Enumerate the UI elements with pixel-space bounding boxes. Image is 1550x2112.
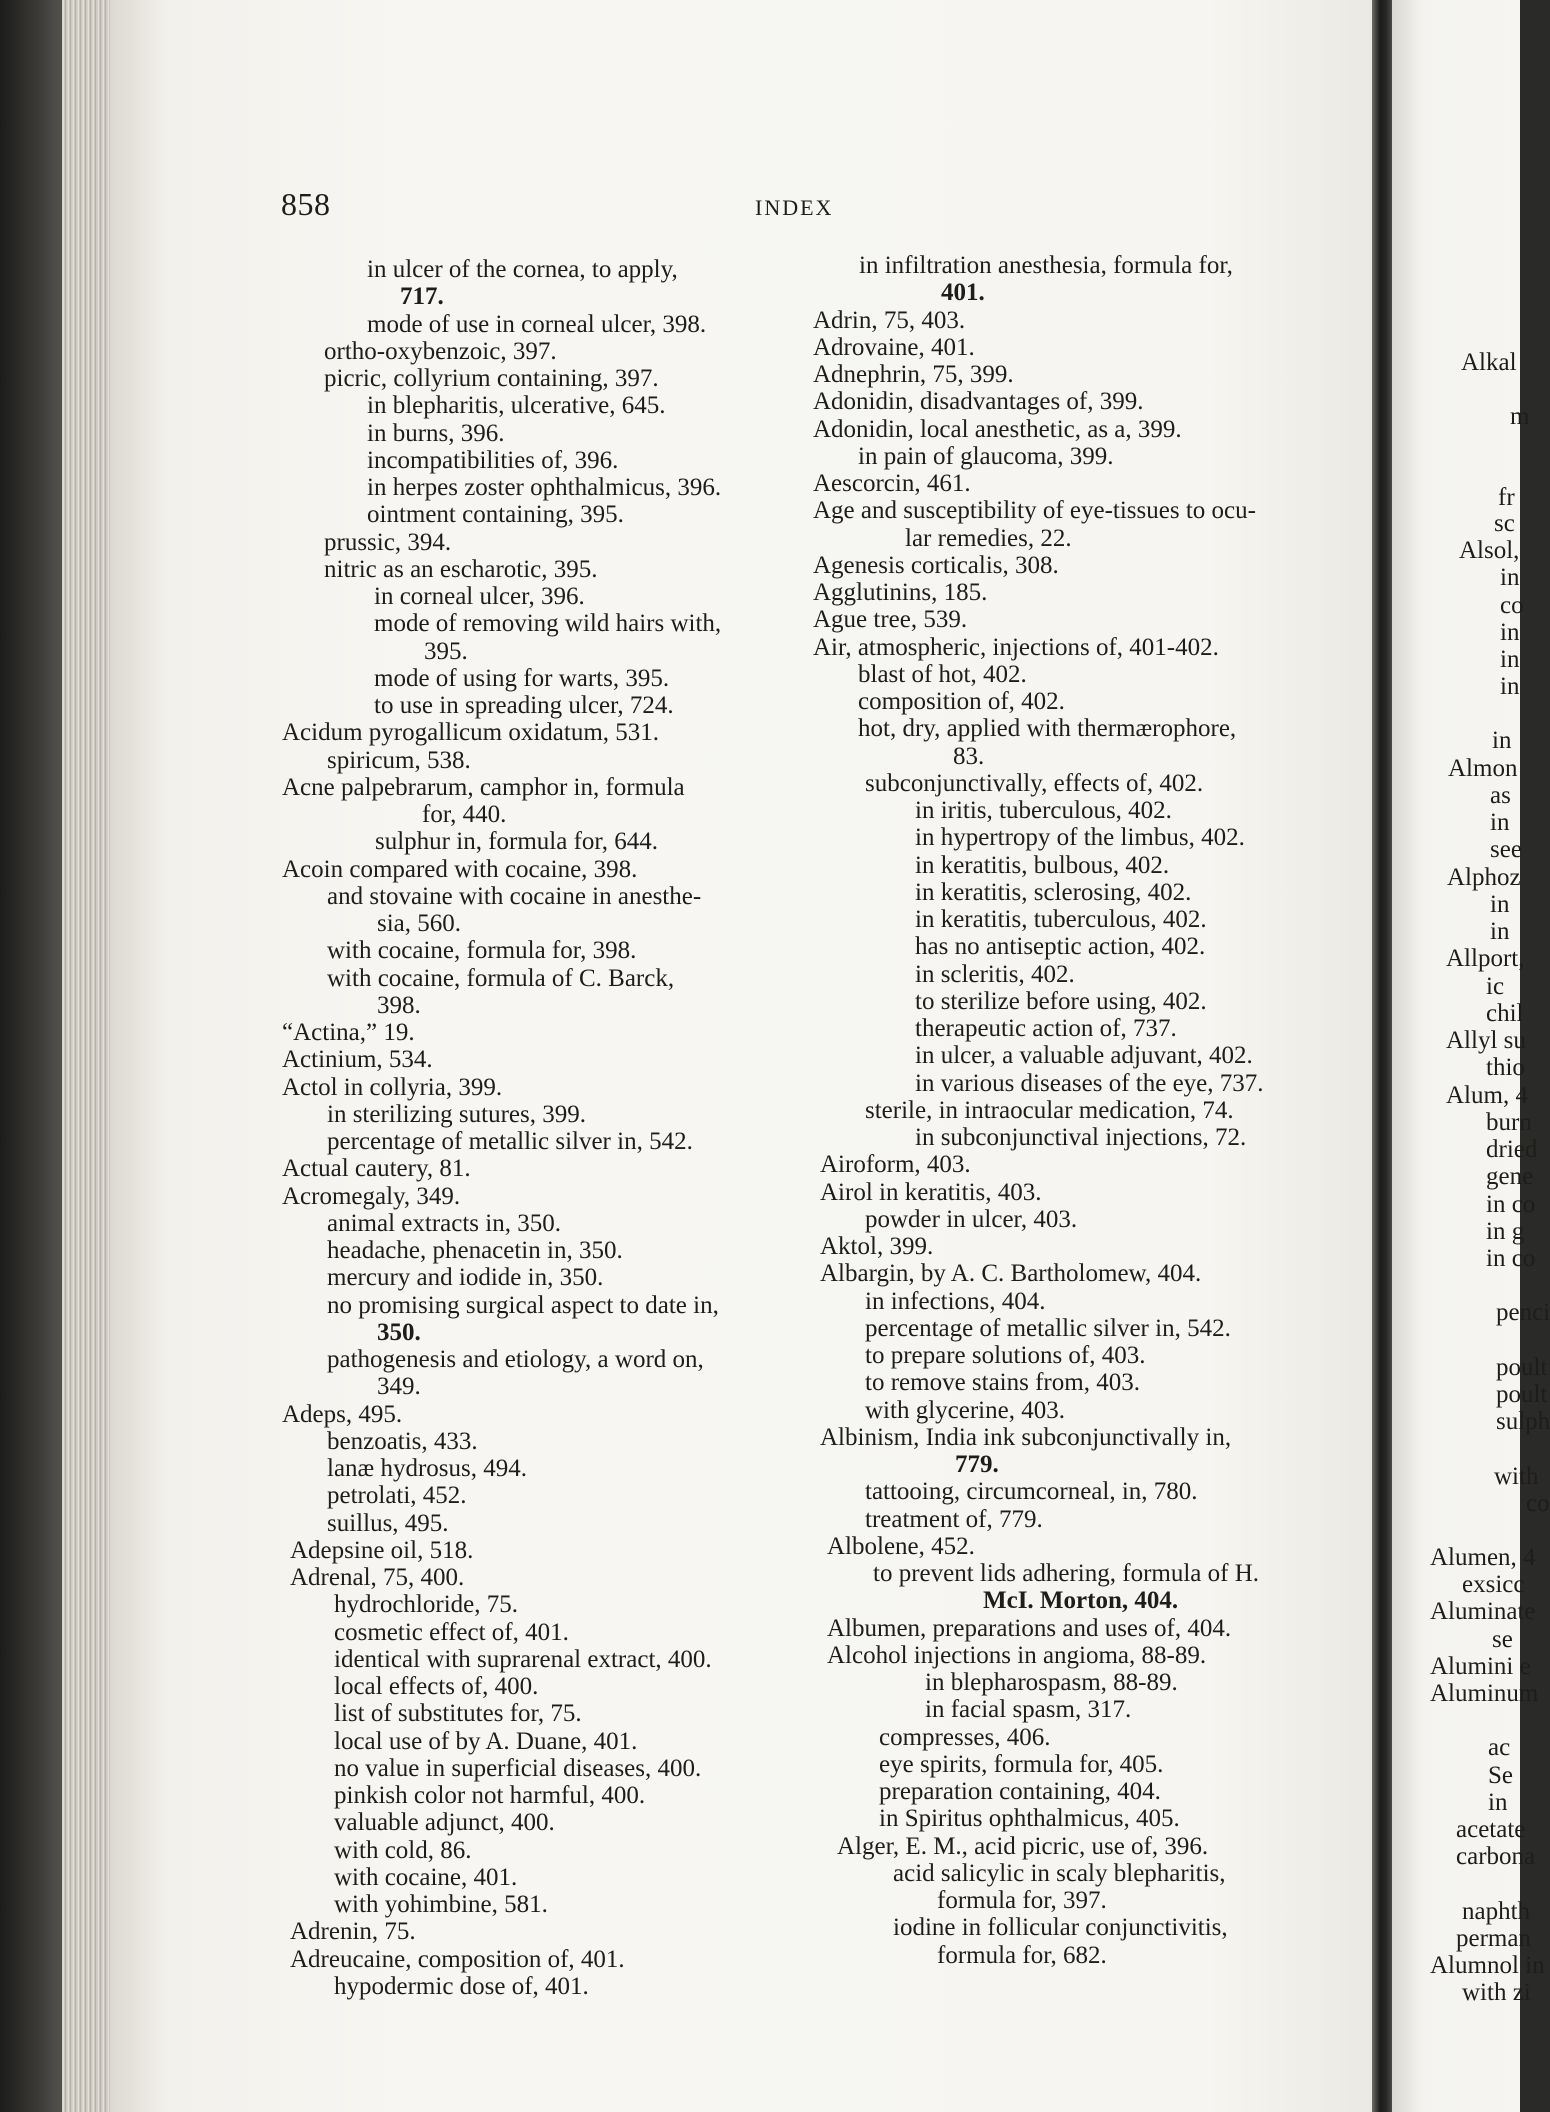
index-entry: mode of use in corneal ulcer, 398. [367,311,707,338]
index-entry: to prepare solutions of, 403. [865,1342,1146,1369]
facing-page-fragment: Alphoz [1447,864,1521,891]
index-entry: to remove stains from, 403. [865,1369,1140,1396]
index-entry: to prevent lids adhering, formula of H. [873,1560,1260,1587]
index-entry: Age and susceptibility of eye-tissues to ocu- [813,497,1256,524]
facing-page-fragment: in [1488,1789,1508,1816]
facing-page-fragment: Allyl su [1446,1027,1526,1054]
index-entry: in pain of glaucoma, 399. [858,443,1114,470]
index-entry: Albolene, 452. [827,1533,975,1560]
facing-page-fragment: in [1500,646,1520,673]
facing-page-fragment: in [1490,891,1510,918]
index-entry: picric, collyrium containing, 397. [324,365,659,392]
index-entry: acid salicylic in scaly blepharitis, [893,1860,1226,1887]
index-entry: in keratitis, tuberculous, 402. [915,906,1207,933]
index-entry: Agenesis corticalis, 308. [813,552,1059,579]
facing-page-fragment: with [1494,1463,1539,1490]
index-entry: Acne palpebrarum, camphor in, formula [282,774,685,801]
book-gutter [1372,0,1392,2112]
facing-page-fragment: as [1490,782,1511,809]
index-entry: “Actina,” 19. [282,1019,415,1046]
index-entry: Air, atmospheric, injections of, 401-402. [813,634,1219,661]
page-edges [62,0,110,2112]
index-entry: mode of removing wild hairs with, [374,610,722,637]
index-entry: identical with suprarenal extract, 400. [334,1646,712,1673]
index-entry: Acoin compared with cocaine, 398. [282,856,638,883]
index-entry: in keratitis, sclerosing, 402. [915,879,1192,906]
index-entry: in ulcer of the cornea, to apply, [367,256,678,283]
index-entry: Albumen, preparations and uses of, 404. [827,1615,1232,1642]
index-entry: in herpes zoster ophthalmicus, 396. [367,474,722,501]
index-entry: in infections, 404. [865,1288,1046,1315]
index-entry: formula for, 682. [937,1942,1107,1969]
index-entry: with cold, 86. [334,1837,472,1864]
facing-page-fragment: in g [1486,1218,1525,1245]
index-entry: compresses, 406. [879,1724,1051,1751]
facing-page-fragment: carbona [1456,1843,1536,1870]
index-entry: formula for, 397. [937,1887,1107,1914]
index-entry: with glycerine, 403. [865,1397,1065,1424]
index-entry: in facial spasm, 317. [925,1696,1132,1723]
index-entry: has no antiseptic action, 402. [915,933,1206,960]
index-entry: Aktol, 399. [820,1233,934,1260]
facing-page-fragment: Se [1488,1762,1513,1789]
facing-page-fragment: Alum, 4 [1446,1082,1528,1109]
index-entry: hypodermic dose of, 401. [334,1973,589,2000]
index-entry: headache, phenacetin in, 350. [327,1237,623,1264]
index-entry: tattooing, circumcorneal, in, 780. [865,1478,1198,1505]
facing-page-fragment: co [1526,1490,1550,1517]
index-entry: powder in ulcer, 403. [865,1206,1078,1233]
index-entry: pathogenesis and etiology, a word on, [327,1346,704,1373]
facing-page-fragment: exsicc [1462,1571,1525,1598]
facing-page-fragment: in [1492,727,1512,754]
facing-page-fragment: chil [1486,1000,1524,1027]
book-spine [0,0,62,2112]
index-entry: percentage of metallic silver in, 542. [865,1315,1231,1342]
facing-page-fragment: Aluminum [1430,1680,1539,1707]
facing-page-fragment: in [1490,918,1510,945]
index-entry: cosmetic effect of, 401. [334,1619,569,1646]
index-entry: eye spirits, formula for, 405. [879,1751,1164,1778]
index-entry: Aescorcin, 461. [813,470,971,497]
index-entry: Albinism, India ink subconjunctivally in, [820,1424,1232,1451]
index-entry: Airol in keratitis, 403. [820,1179,1042,1206]
index-entry: no value in superficial diseases, 400. [334,1755,702,1782]
index-entry: Actinium, 534. [282,1046,433,1073]
facing-page-fragment: sc [1494,510,1515,537]
index-entry: mercury and iodide in, 350. [327,1264,604,1291]
facing-page-fragment: acetate [1456,1816,1526,1843]
facing-page-fragment: Aluminate [1430,1598,1536,1625]
facing-page-fragment: m [1510,403,1530,430]
facing-page-fragment: Alumnol in [1430,1952,1545,1979]
index-entry: incompatibilities of, 396. [367,447,619,474]
facing-page-fragment: dried [1486,1136,1538,1163]
index-entry: ortho-oxybenzoic, 397. [324,338,557,365]
index-entry: in hypertropy of the limbus, 402. [915,824,1245,851]
index-entry: petrolati, 452. [327,1482,467,1509]
index-entry: in various diseases of the eye, 737. [915,1070,1264,1097]
index-entry: pinkish color not harmful, 400. [334,1782,646,1809]
facing-page-fragment: in co [1486,1191,1536,1218]
index-entry: prussic, 394. [324,529,452,556]
index-entry: suillus, 495. [327,1510,449,1537]
index-entry: Alger, E. M., acid picric, use of, 396. [837,1833,1209,1860]
facing-page-fragment: in [1500,673,1520,700]
index-entry: Actual cautery, 81. [282,1155,471,1182]
index-entry: in ulcer, a valuable adjuvant, 402. [915,1042,1253,1069]
index-entry: 401. [941,279,985,306]
index-entry: local use of by A. Duane, 401. [334,1728,638,1755]
index-entry: 83. [953,743,985,770]
facing-page-fragment: se [1492,1626,1513,1653]
index-entry: hot, dry, applied with thermærophore, [858,715,1237,742]
index-entry: in subconjunctival injections, 72. [915,1124,1247,1151]
index-entry: for, 440. [422,801,507,828]
index-entry: Acidum pyrogallicum oxidatum, 531. [282,719,660,746]
index-entry: Adnephrin, 75, 399. [813,361,1014,388]
index-entry: Adonidin, local anesthetic, as a, 399. [813,416,1182,443]
facing-page-fragment: thio [1486,1054,1525,1081]
facing-page-fragment: see [1490,836,1522,863]
index-entry: spiricum, 538. [327,747,471,774]
index-entry: hydrochloride, 75. [334,1591,518,1618]
index-entry: mode of using for warts, 395. [374,665,670,692]
index-entry: Airoform, 403. [820,1151,971,1178]
facing-page-fragment: perman [1456,1925,1531,1952]
index-entry: lar remedies, 22. [905,525,1072,552]
facing-page-fragment: ic [1486,973,1505,1000]
index-entry: in blepharitis, ulcerative, 645. [367,392,666,419]
index-entry: Adeps, 495. [282,1401,403,1428]
index-entry: with yohimbine, 581. [334,1891,548,1918]
index-entry: ointment containing, 395. [367,501,624,528]
index-entry: with cocaine, formula of C. Barck, [327,965,675,992]
index-entry: in burns, 396. [367,420,505,447]
index-entry: Adrenal, 75, 400. [290,1564,465,1591]
index-entry: 395. [424,638,468,665]
index-entry: 398. [377,992,421,1019]
index-entry: in infiltration anesthesia, formula for, [859,252,1233,279]
index-entry: in keratitis, bulbous, 402. [915,852,1170,879]
index-entry: iodine in follicular conjunctivitis, [893,1914,1228,1941]
index-entry: 779. [955,1451,999,1478]
index-entry: valuable adjunct, 400. [334,1809,555,1836]
index-entry: Alcohol injections in angioma, 88-89. [827,1642,1207,1669]
index-entry: percentage of metallic silver in, 542. [327,1128,693,1155]
facing-page-fragment: sulph [1496,1408,1550,1435]
index-entry: in iritis, tuberculous, 402. [915,797,1172,824]
index-entry: animal extracts in, 350. [327,1210,561,1237]
facing-page-fragment: Almon [1448,755,1518,782]
facing-page-fragment: poult [1496,1381,1548,1408]
index-entry: in blepharospasm, 88-89. [925,1669,1178,1696]
index-entry: benzoatis, 433. [327,1428,478,1455]
index-entry: composition of, 402. [858,688,1065,715]
index-entry: Adreucaine, composition of, 401. [290,1946,625,1973]
facing-page-fragment: Alkal [1461,349,1517,376]
facing-page-fragment: burn [1486,1109,1532,1136]
index-entry: lanæ hydrosus, 494. [327,1455,527,1482]
facing-page-fragment: penci [1496,1299,1550,1326]
facing-page-fragment: Alsol, [1459,537,1520,564]
index-entry: Adrenin, 75. [290,1918,416,1945]
index-entry: sterile, in intraocular medication, 74. [865,1097,1234,1124]
index-entry: sulphur in, formula for, 644. [375,828,658,855]
index-entry: and stovaine with cocaine in anesthe- [327,883,702,910]
index-entry: therapeutic action of, 737. [915,1015,1177,1042]
index-entry: to sterilize before using, 402. [915,988,1207,1015]
index-entry: Agglutinins, 185. [813,579,988,606]
facing-page-fragment: Alumen, 4 [1430,1544,1536,1571]
index-entry: Actol in collyria, 399. [282,1074,503,1101]
index-entry: preparation containing, 404. [879,1778,1161,1805]
index-entry: to use in spreading ulcer, 724. [374,692,674,719]
index-entry: in Spiritus ophthalmicus, 405. [879,1805,1180,1832]
index-entry: sia, 560. [377,910,462,937]
index-entry: treatment of, 779. [865,1506,1043,1533]
index-entry: subconjunctivally, effects of, 402. [865,770,1204,797]
facing-page-fragment: naphth [1462,1898,1531,1925]
facing-page-fragment: Allport, [1446,945,1525,972]
facing-page-fragment: gene [1486,1163,1534,1190]
index-entry: Adepsine oil, 518. [290,1537,474,1564]
facing-page-fragment: in co [1486,1245,1536,1272]
index-entry: with cocaine, 401. [334,1864,518,1891]
index-entry: 349. [377,1373,421,1400]
index-entry: in scleritis, 402. [915,961,1075,988]
index-entry: nitric as an escharotic, 395. [324,556,598,583]
facing-page-fragment: fr [1498,484,1515,511]
page-number: 858 [281,186,331,222]
index-entry: Adrin, 75, 403. [813,307,966,334]
index-entry: list of substitutes for, 75. [334,1700,582,1727]
facing-page-fragment: with zi [1462,1979,1531,2006]
page-title: INDEX [755,195,834,220]
index-entry: blast of hot, 402. [858,661,1027,688]
index-entry: no promising surgical aspect to date in, [327,1292,719,1319]
index-entry: 350. [377,1319,421,1346]
index-entry: in corneal ulcer, 396. [374,583,585,610]
index-entry: local effects of, 400. [334,1673,539,1700]
facing-page-fragment: Alumini e [1430,1653,1531,1680]
index-entry: with cocaine, formula for, 398. [327,937,637,964]
index-entry: Acromegaly, 349. [282,1183,461,1210]
facing-page-fragment: ac [1488,1734,1511,1761]
facing-page-fragment: poult [1496,1354,1548,1381]
facing-page-fragment: in [1500,619,1520,646]
index-entry: Albargin, by A. C. Bartholomew, 404. [820,1260,1202,1287]
facing-page-fragment: in [1490,809,1510,836]
facing-page-fragment: in [1500,564,1520,591]
index-entry: in sterilizing sutures, 399. [327,1101,586,1128]
index-entry: Ague tree, 539. [813,606,968,633]
facing-page-fragment: co [1500,592,1524,619]
index-entry: Adonidin, disadvantages of, 399. [813,388,1144,415]
index-entry: Adrovaine, 401. [813,334,975,361]
index-entry: McI. Morton, 404. [983,1587,1179,1614]
index-entry: 717. [400,283,444,310]
